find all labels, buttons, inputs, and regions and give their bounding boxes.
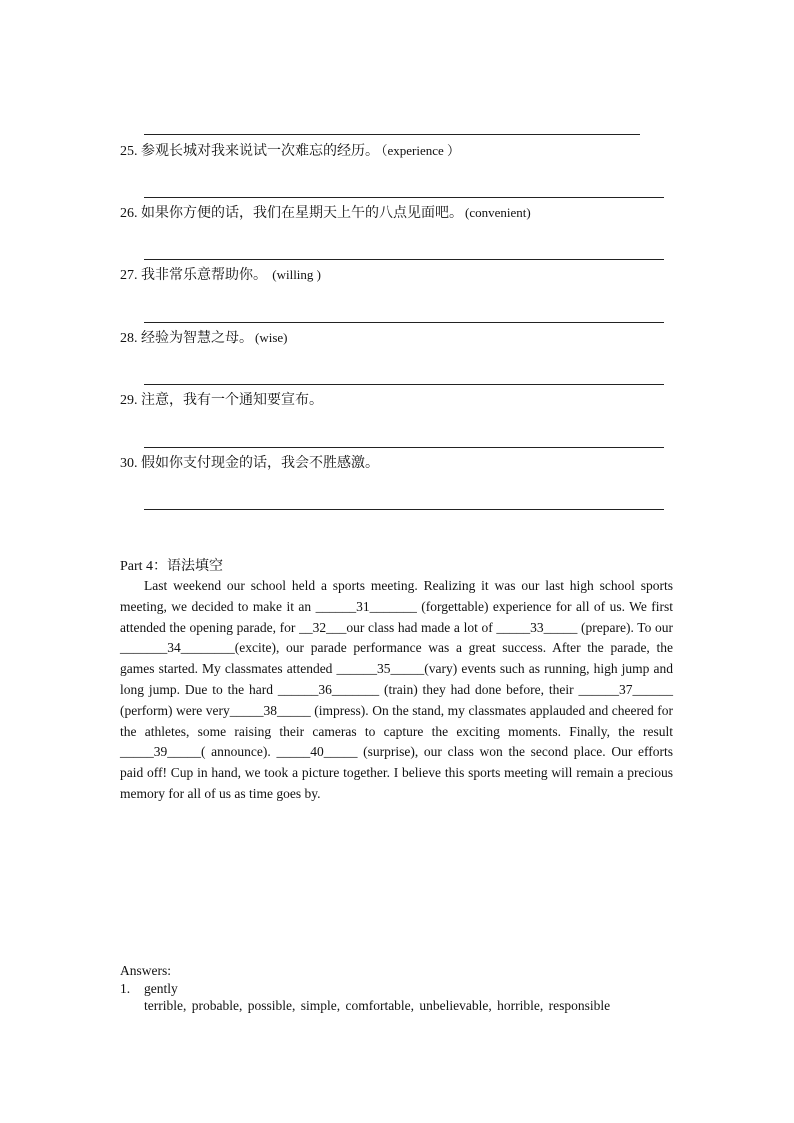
answer-line-28 [144,384,664,385]
question-25 [120,140,460,160]
answer-word-list: terrible, probable, possible, simple, comfortable, unbelievable, horrible, responsible [144,998,611,1013]
part4-title: Part 4：语法填空 [120,559,224,574]
question-hint: (wise) [255,330,288,345]
question-text: 27. 我非常乐意帮助你。 [120,268,267,283]
question-text: 26. 如果你方便的话，我们在星期天上午的八点见面吧。 [120,206,463,221]
answer-item-1 [120,981,178,997]
question-text: 25. 参观长城对我来说试一次难忘的经历。 [120,144,379,159]
answer-line-24 [144,134,640,135]
question-text: 30. 假如你支付现金的话，我会不胜感激。 [120,456,379,471]
question-29 [120,389,325,409]
answers-title: Answers: [120,963,171,978]
question-hint: （experience ） [381,143,461,158]
question-text: 28. 经验为智慧之母。 [120,331,253,346]
question-27 [120,264,321,284]
answer-line-25 [144,197,664,198]
passage-text: Last weekend our school held a sports meeting. Realizing it was our last high school sports meeting, we decided to make it an ______31_______ (forgettable) experience for all of us. We first attended the opening parade, for __32___our class had made a lot of _____33_____ (prepare). To our _______34________(excite), our parade performance was a great success. After the parade, the games started. My classmates attended ______35_____(vary) events such as running, high jump and long jump. Due to the hard ______36_______ (train) they had done before, their ______37______ (perform) were very_____38_____ (impress). On the stand, my classmates applauded and cheered for the athletes, some raising their cameras to capture the exciting moments. Finally, the result _____39_____( announce). _____40_____ (surprise), our class won the second place. Our efforts paid off! Cup in hand, we took a picture together. I believe this sports meeting will remain a precious memory for all of us as time goes by. [120,578,673,801]
question-text: 29. 注意，我有一个通知要宣布。 [120,393,323,408]
question-hint: (willing ) [269,267,321,282]
answer-line-26 [144,259,664,260]
answer-line-29 [144,447,664,448]
answer-text: gently [144,981,178,996]
question-26 [120,202,531,222]
question-hint: (convenient) [465,205,531,220]
cloze-passage [120,576,673,805]
answer-line-30 [144,509,664,510]
question-28 [120,327,288,347]
question-30 [120,452,381,472]
answer-number: 1. [120,981,131,996]
answer-line-27 [144,322,664,323]
